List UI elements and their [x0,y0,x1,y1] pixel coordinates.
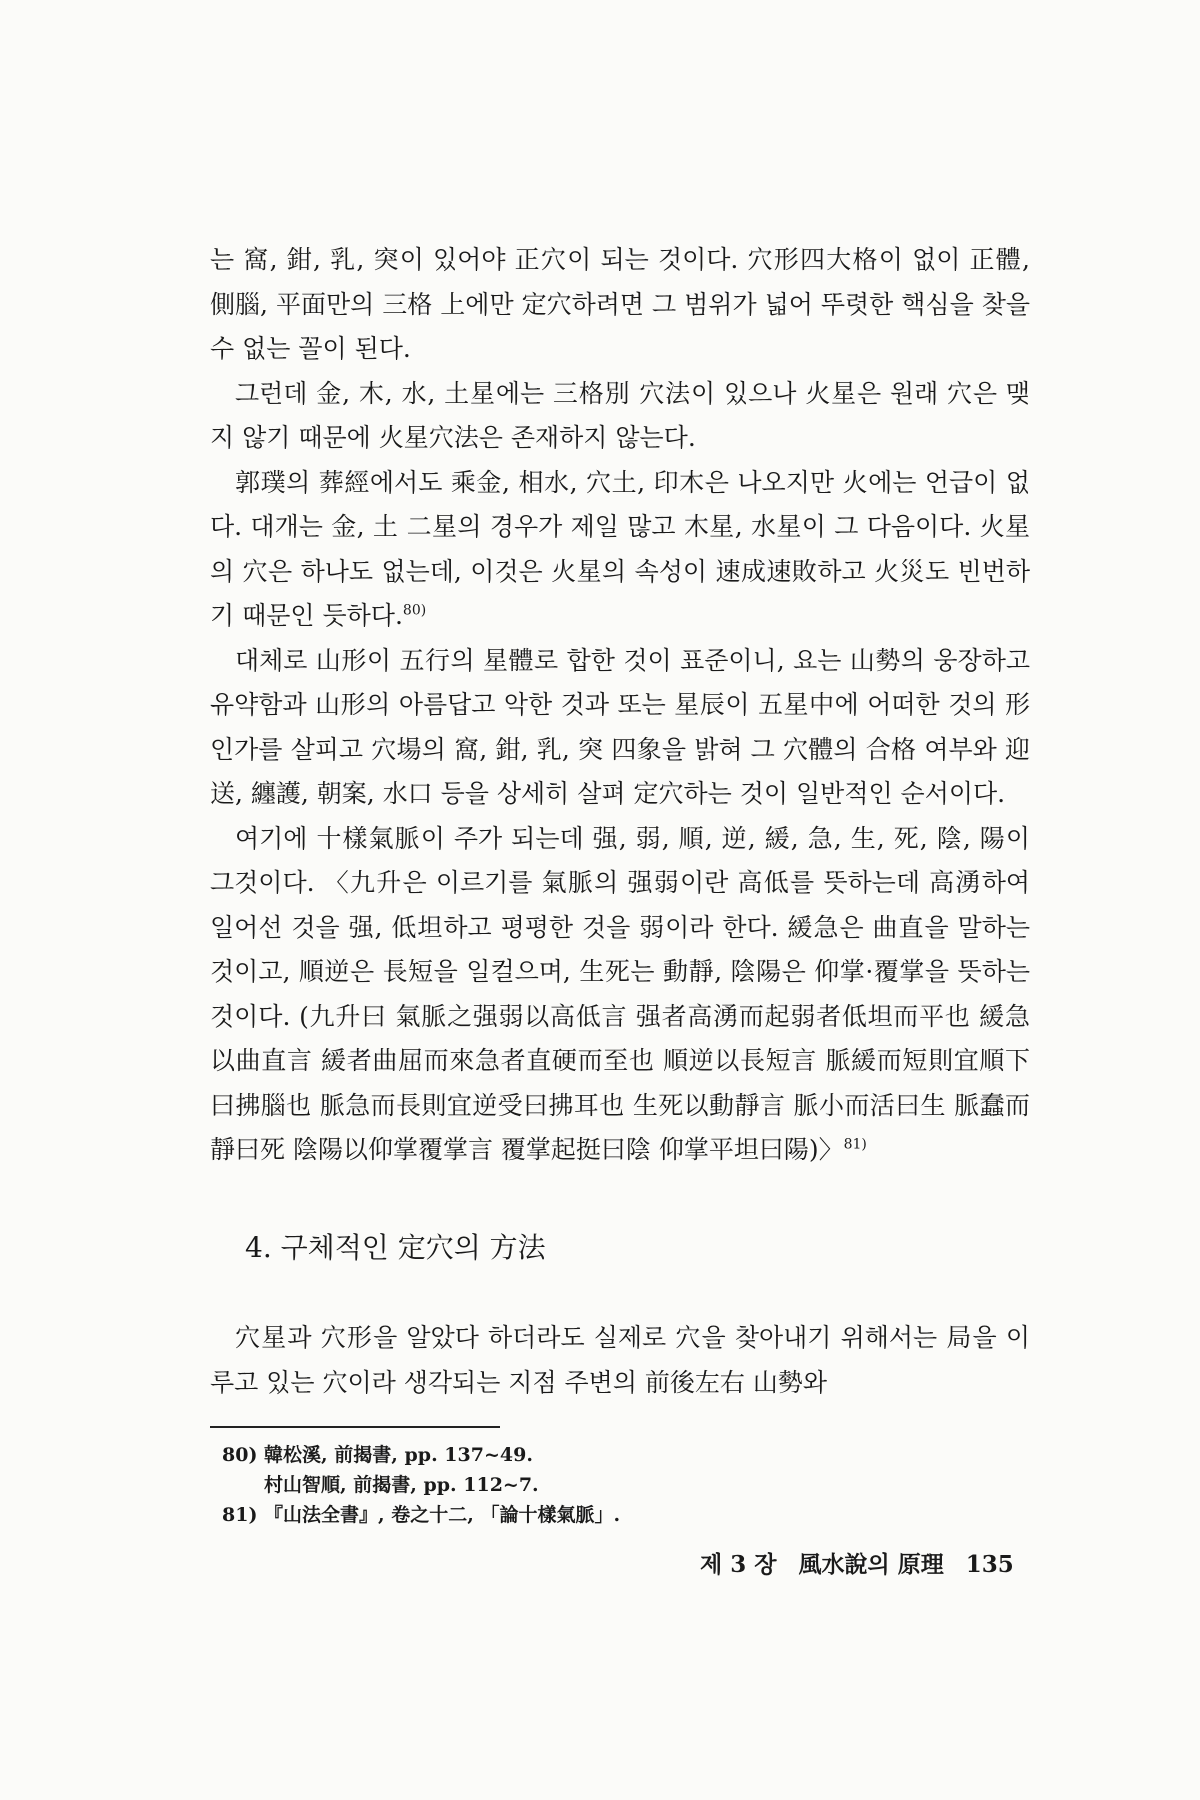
footnote-divider [210,1426,500,1428]
paragraph-text: 穴星과 穴形을 알았다 하더라도 실제로 穴을 찾아내기 위해서는 局을 이루고 있는 穴이라 생각되는 지점 주변의 前後左右 山勢와 [210,1323,1030,1397]
section-heading: 4. 구체적인 定穴의 方法 [245,1231,546,1264]
footer-chapter: 제 3 장 [700,1551,777,1578]
footnote-reference: 80) [402,602,427,619]
paragraph [210,639,1030,817]
paragraph [210,238,1030,372]
paragraph-text: 여기에 十樣氣脈이 주가 되는데 强, 弱, 順, 逆, 緩, 急, 生, 死, 陰, 陽이 그것이다. 〈九升은 이르기를 氣脈의 强弱이란 高低를 뜻하는데 高湧하여 일어선 것을 强, 低坦하고 평평한 것을 弱이라 한다. 緩急은 曲直을 말하는 것이고, 順逆은 長短을 일컬으며, 生死는 動靜, 陰陽은 仰掌·覆掌을 뜻하는 것이다. (九升曰 氣脈之强弱以高低言 强者高湧而起弱者低坦而平也 緩急以曲直言 緩者曲屈而來急者直硬而至也 順逆以長短言 脈緩而短則宜順下曰拂腦也 脈急而長則宜逆受曰拂耳也 生死以動靜言 脈小而活曰生 脈蠢而靜曰死 陰陽以仰掌覆掌言 覆掌起挺曰陰 仰掌平坦曰陽)〉 [210,823,1030,1164]
footnote: 村山智順, 前揭書, pp. 112~7. [264,1474,539,1496]
running-footer [700,1546,1014,1579]
body-text-continued [210,1316,1030,1405]
paragraph-text: 대체로 山形이 五行의 星體로 합한 것이 표준이니, 요는 山勢의 웅장하고 유약함과 山形의 아름답고 악한 것과 또는 星辰이 五星中에 어떠한 것의 形인가를 살피고 穴場의 窩, 鉗, 乳, 突 四象을 밝혀 그 穴體의 合格 여부와 迎送, 纏護, 朝案, 水口 등을 상세히 살펴 定穴하는 것이 일반적인 순서이다. [210,645,1030,808]
body-text [210,238,1030,1173]
paragraph [210,817,1030,1173]
paragraph [210,461,1030,639]
footnotes [222,1440,922,1530]
paragraph-text: 그런데 金, 木, 水, 土星에는 三格別 穴法이 있으나 火星은 원래 穴은 맺지 않기 때문에 火星穴法은 존재하지 않는다. [210,378,1030,452]
paragraph-text: 郭璞의 葬經에서도 乘金, 相水, 穴土, 印木은 나오지만 火에는 언급이 없다. 대개는 金, 土 二星의 경우가 제일 많고 木星, 水星이 그 다음이다. 火星의 穴은 하나도 없는데, 이것은 火星의 속성이 速成速敗하고 火災도 빈번하기 때문인 듯하다. [210,467,1030,630]
page-number: 135 [965,1551,1014,1578]
footer-title: 風水說의 原理 [798,1551,944,1578]
footnote: 80) 韓松溪, 前揭書, pp. 137~49. [222,1444,533,1466]
paragraph [210,1316,1030,1405]
footnote: 81) 『山法全書』, 卷之十二, 「論十樣氣脈」. [222,1504,621,1526]
paragraph [210,372,1030,461]
paragraph-text: 는 窩, 鉗, 乳, 突이 있어야 正穴이 되는 것이다. 穴形四大格이 없이 正體, 側腦, 平面만의 三格 上에만 定穴하려면 그 범위가 넓어 뚜렷한 핵심을 찾을 수 없는 꼴이 된다. [210,245,1030,363]
footnote-reference: 81) [843,1136,867,1153]
